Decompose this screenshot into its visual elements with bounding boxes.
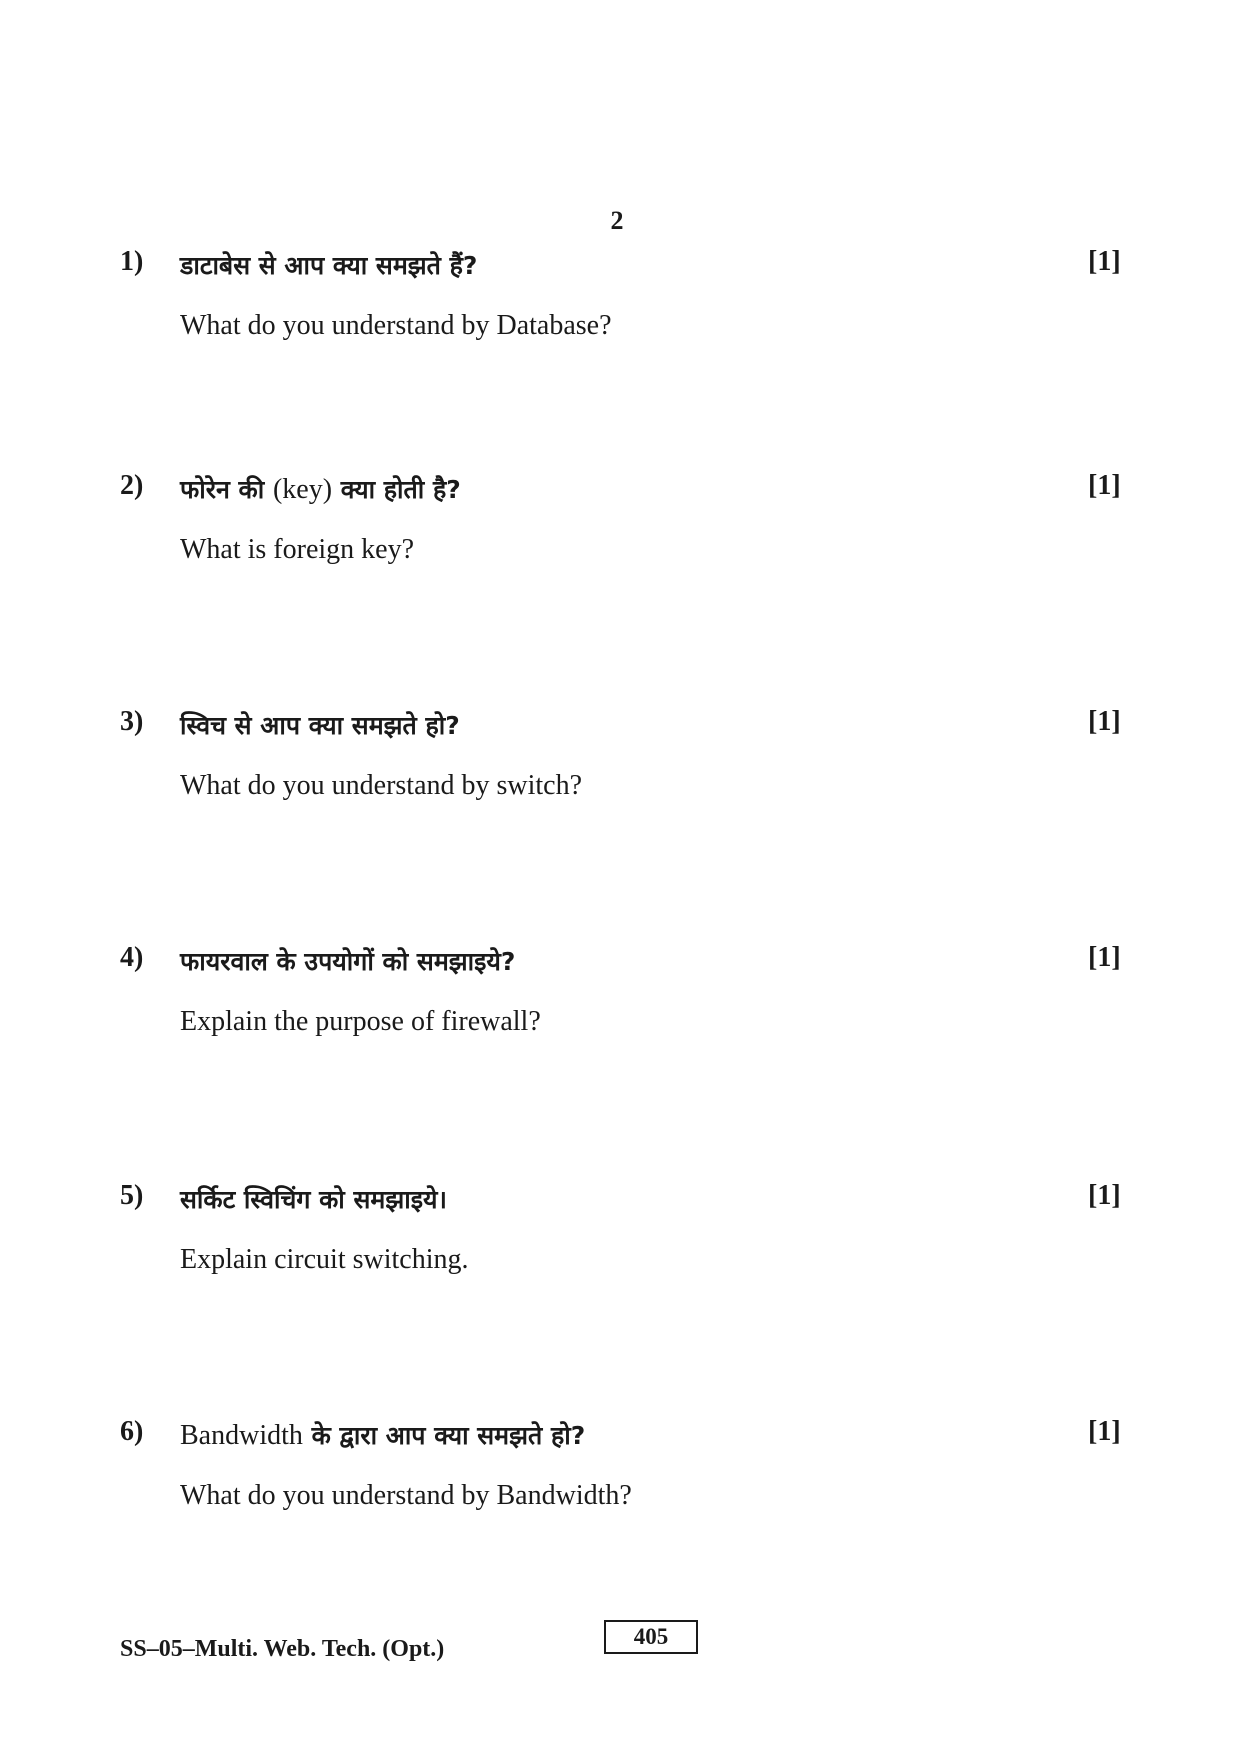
question-english-text: What is foreign key? xyxy=(180,534,415,565)
question-hindi-text: सर्किट स्विचिंग को समझाइये। xyxy=(180,1185,447,1214)
hindi-latin-term: (key) xyxy=(272,474,333,505)
question-1 xyxy=(0,246,1240,366)
question-number: 2) xyxy=(120,470,144,501)
question-number: 6) xyxy=(120,1416,144,1447)
question-english-text: Explain circuit switching. xyxy=(180,1244,469,1275)
question-marks: [1] xyxy=(1088,942,1121,973)
question-number: 4) xyxy=(120,942,144,973)
question-hindi-text xyxy=(180,472,461,506)
hindi-part: क्या होती है? xyxy=(332,475,461,504)
question-english-text: What do you understand by Bandwidth? xyxy=(180,1480,632,1511)
footer-paper-code: SS–05–Multi. Web. Tech. (Opt.) xyxy=(120,1636,445,1662)
question-marks: [1] xyxy=(1088,1416,1121,1447)
question-marks: [1] xyxy=(1088,470,1121,501)
question-hindi-text: डाटाबेस से आप क्या समझते हैं? xyxy=(180,251,478,280)
question-english-text: What do you understand by switch? xyxy=(180,770,583,801)
question-4 xyxy=(0,942,1240,1062)
question-hindi-text: फायरवाल के उपयोगों को समझाइये? xyxy=(180,947,516,976)
question-marks: [1] xyxy=(1088,246,1121,277)
hindi-part: फोरेन की xyxy=(180,475,273,504)
question-3 xyxy=(0,706,1240,826)
question-marks: [1] xyxy=(1088,1180,1121,1211)
hindi-latin-term: Bandwidth xyxy=(180,1420,303,1451)
question-english-text: Explain the purpose of firewall? xyxy=(180,1006,541,1037)
question-number: 1) xyxy=(120,246,144,277)
question-5 xyxy=(0,1180,1240,1300)
question-number: 5) xyxy=(120,1180,144,1211)
hindi-part: के द्वारा आप क्या समझते हो? xyxy=(302,1421,586,1450)
question-number: 3) xyxy=(120,706,144,737)
question-hindi-text xyxy=(180,1418,585,1452)
question-6 xyxy=(0,1416,1240,1536)
question-hindi-text: स्विच से आप क्या समझते हो? xyxy=(180,711,460,740)
question-marks: [1] xyxy=(1088,706,1121,737)
page-number-text: 2 xyxy=(610,206,624,235)
page-number xyxy=(0,206,1240,236)
question-english-text: What do you understand by Database? xyxy=(180,310,612,341)
question-2 xyxy=(0,470,1240,590)
footer-page-box: 405 xyxy=(604,1620,698,1654)
